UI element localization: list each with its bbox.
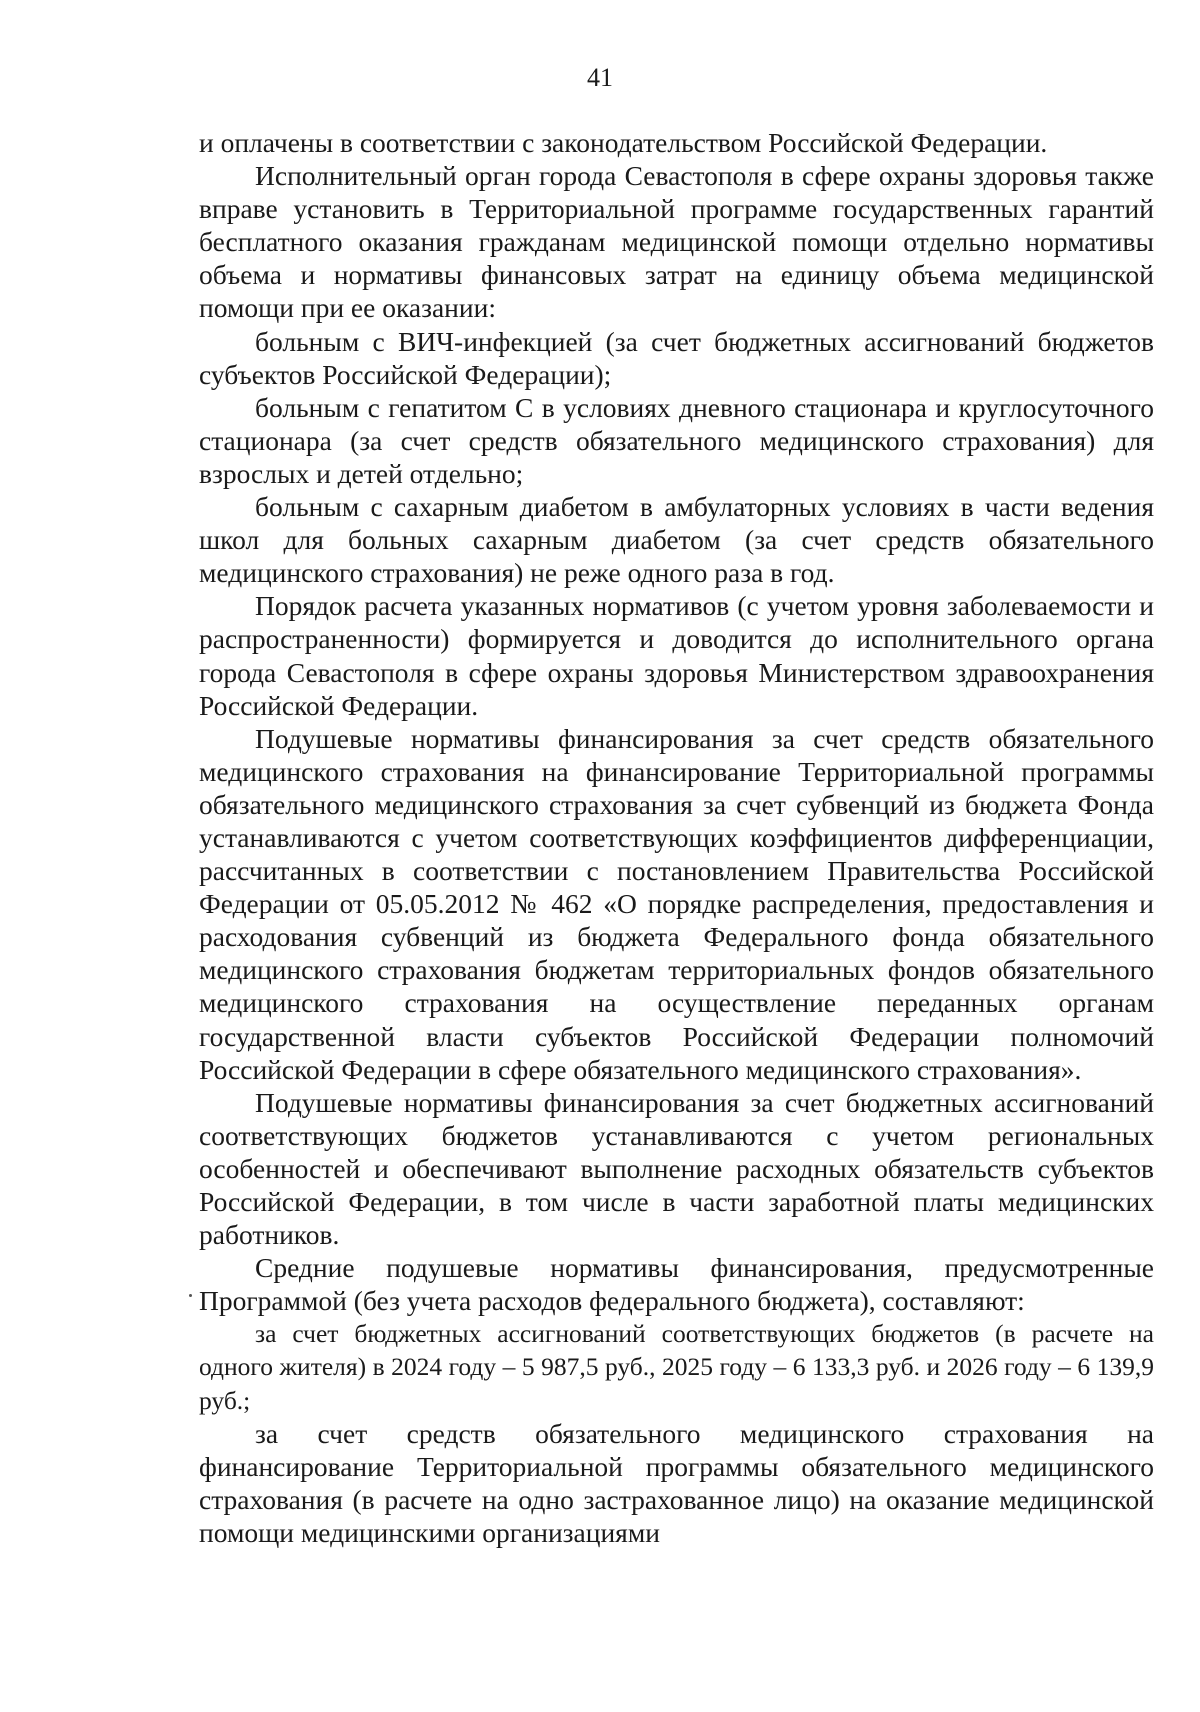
document-body xyxy=(199,126,1154,1549)
scan-speck xyxy=(189,1294,192,1297)
paragraph-9: Средние подушевые нормативы финансирования, предусмотренные Программой (без учета расходов федерального бюджета), составляют: xyxy=(199,1252,1154,1317)
paragraph-6: Порядок расчета указанных нормативов (с учетом уровня заболеваемости и распространенности) формируется и доводится до исполнительного органа города Севастополя в сфере охраны здоровья Министерством здравоохранения Российской Федерации. xyxy=(199,590,1154,721)
page-number: 41 xyxy=(587,63,613,92)
paragraph-1: и оплачены в соответствии с законодательством Российской Федерации. xyxy=(199,127,1048,158)
paragraph-2: Исполнительный орган города Севастополя в сфере охраны здоровья также вправе установить в Территориальной программе государственных гарантий бесплатного оказания гражданам медицинской помощи отдельно нормативы объема и нормативы финансовых затрат на единицу объема медицинской помощи при ее оказании: xyxy=(199,160,1154,324)
paragraph-8: Подушевые нормативы финансирования за счет бюджетных ассигнований соответствующих бюджетов устанавливаются с учетом региональных особенностей и обеспечивают выполнение расходных обязательств субъектов Российской Федерации, в том числе в части заработной платы медицинских работников. xyxy=(199,1086,1154,1251)
paragraph-10: за счет бюджетных ассигнований соответствующих бюджетов (в расчете на одного жителя) в 2024 году – 5 987,5 руб., 2025 году – 6 133,3 руб. и 2026 году – 6 139,9 руб.; xyxy=(199,1319,1154,1415)
paragraph-3: больным с ВИЧ-инфекцией (за счет бюджетных ассигнований бюджетов субъектов Российской Федерации); xyxy=(199,325,1154,390)
paragraph-7: Подушевые нормативы финансирования за счет средств обязательного медицинского страхования на финансирование Территориальной программы обязательного медицинского страхования за счет субвенций из бюджета Фонда устанавливаются с учетом соответствующих коэффициентов дифференциации, рассчитанных в соответствии с постановлением Правительства Российской Федерации от 05.05.2012 № 462 «О порядке распределения, предоставления и расходования субвенций из бюджета Федерального фонда обязательного медицинского страхования бюджетам территориальных фондов обязательного медицинского страхования на осуществление переданных органам государственной власти субъектов Российской Федерации полномочий Российской Федерации в сфере обязательного медицинского страхования». xyxy=(199,722,1154,1085)
paragraph-11: за счет средств обязательного медицинского страхования на финансирование Территориальной программы обязательного медицинского страхования (в расчете на одно застрахованное лицо) на оказание медицинской помощи медицинскими организациями xyxy=(199,1417,1154,1548)
paragraph-5: больным с сахарным диабетом в амбулаторных условиях в части ведения школ для больных сахарным диабетом (за счет средств обязательного медицинского страхования) не реже одного раза в год. xyxy=(199,491,1154,589)
paragraph-4: больным с гепатитом С в условиях дневного стационара и круглосуточного стационара (за счет средств обязательного медицинского страхования) для взрослых и детей отдельно; xyxy=(199,391,1154,489)
